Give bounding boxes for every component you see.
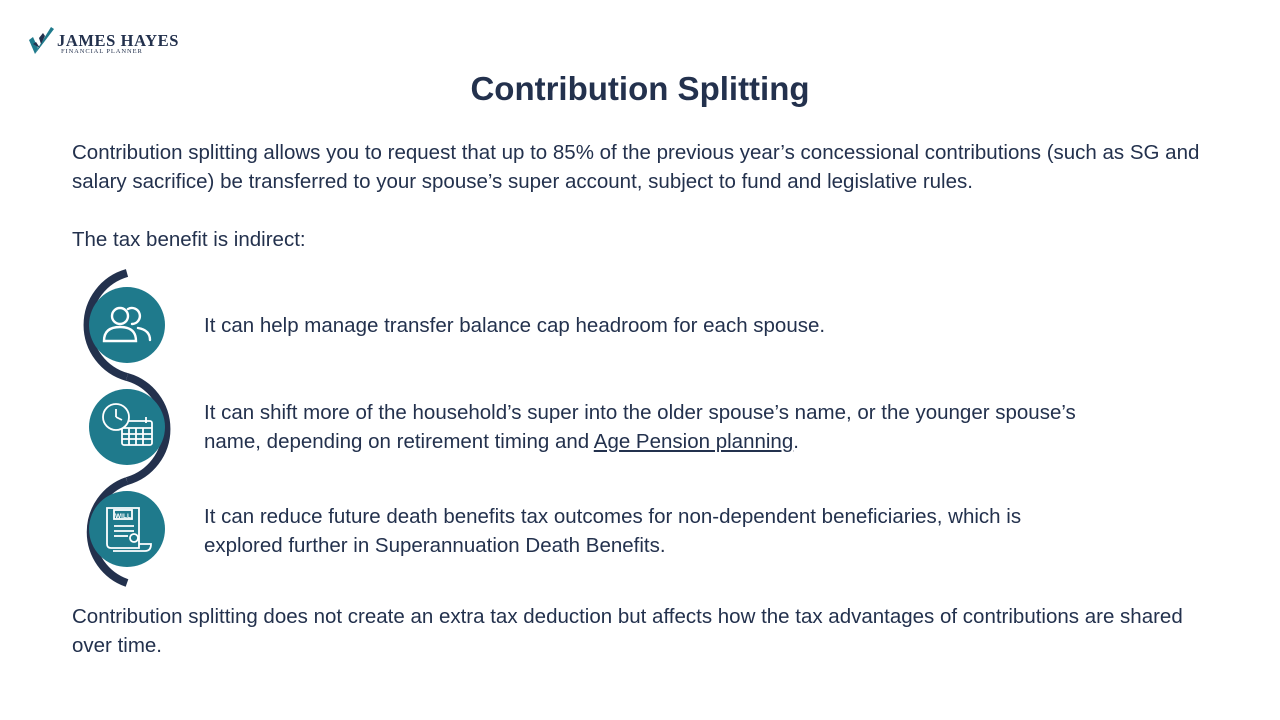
lead-paragraph: The tax benefit is indirect: (72, 228, 306, 251)
benefit-item-2 (204, 398, 1084, 456)
will-document-icon (89, 491, 165, 567)
benefit-item-2-end: . (793, 430, 799, 453)
benefit-item-3: It can reduce future death benefits tax outcomes for non-dependent beneficiaries, which is explored further in Superannuation Death Benefits. (204, 505, 1022, 557)
clock-calendar-icon (89, 389, 165, 465)
brand-logo (27, 24, 207, 60)
page-title: Contribution Splitting (470, 70, 810, 107)
brand-subtitle: FINANCIAL PLANNER (61, 48, 143, 55)
will-label: WILL (115, 513, 131, 520)
benefit-item-1: It can help manage transfer balance cap headroom for each spouse. (204, 314, 826, 337)
intro-paragraph: Contribution splitting allows you to request that up to 85% of the previous year’s concessional contributions (such as SG and salary sacrifice) be transferred to your spouse’s super account, subject to fund and legislative rules. (72, 141, 1200, 193)
people-icon (89, 287, 165, 363)
benefits-timeline (68, 268, 198, 588)
benefit-item-2-text: It can shift more of the household’s super into the older spouse’s name, or the younger spouse’s name, depending on retirement timing and (204, 401, 1076, 453)
age-pension-planning-link[interactable]: Age Pension planning (593, 430, 794, 453)
checkmark-logo-icon (27, 24, 57, 60)
closing-paragraph: Contribution splitting does not create an extra tax deduction but affects how the tax advantages of contributions are shared over time. (72, 605, 1183, 657)
brand-name: JAMES HAYES (57, 31, 179, 50)
